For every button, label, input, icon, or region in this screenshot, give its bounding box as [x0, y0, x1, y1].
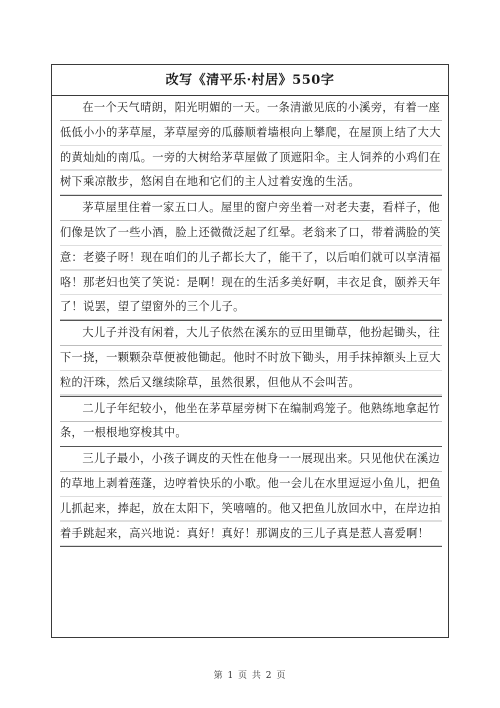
paragraph-3: 大儿子并没有闲着，大儿子依然在溪东的豆田里锄草，他扮起锄头，往下一挠，一颗颗杂草便被他锄起。他时不时放下锄头，用手抹掉额头上豆大粒的汗珠，然后又继续除草，虽然很累，但他从不会叫苦。 [60, 321, 442, 396]
paragraph-4: 二儿子年纪较小，他坐在茅草屋旁树下在编制鸡笼子。他熟练地拿起竹条，一根根地穿梭其中。 [60, 397, 442, 448]
paragraph-2: 茅草屋里住着一家五口人。屋里的窗户旁坐着一对老夫妻，看样子，他们像是饮了一些小酒，脸上还微微泛起了红晕。老翁来了口，带着满脸的笑意：老婆子呀！现在咱们的儿子都长大了，能干了，以后咱们就可以享清福咯！那老妇也笑了笑说：是啊！现在的生活多美好啊，丰衣足食，颐养天年了！说罢，望了望窗外的三个儿子。 [60, 196, 442, 321]
page-footer: 第 1 页 共 2 页 [213, 671, 287, 681]
document-title: 改写《清平乐·村居》550字 [52, 65, 448, 96]
document-frame [51, 64, 449, 638]
document-body [52, 96, 448, 547]
paragraph-5: 三儿子最小，小孩子调皮的天性在他身一一展现出来。只见他伏在溪边的草地上剥着莲蓬，边哼着快乐的小歌。他一会儿在水里逗逗小鱼儿，把鱼儿抓起来，捧起，放在太阳下，笑嘻嘻的。他又把鱼儿放回水中，在岸边拍着手跳起来，高兴地说：真好！真好！那调皮的三儿子真是惹人喜爱啊！ [60, 447, 442, 547]
paragraph-1: 在一个天气晴朗，阳光明媚的一天。一条清澈见底的小溪旁，有着一座低低小小的茅草屋，茅草屋旁的瓜藤顺着墙根向上攀爬，在屋顶上结了大大的黄灿灿的南瓜。一旁的大树给茅草屋做了顶遮阳伞。主人饲养的小鸡们在树下乘凉散步，悠闲自在地和它们的主人过着安逸的生活。 [60, 96, 442, 196]
